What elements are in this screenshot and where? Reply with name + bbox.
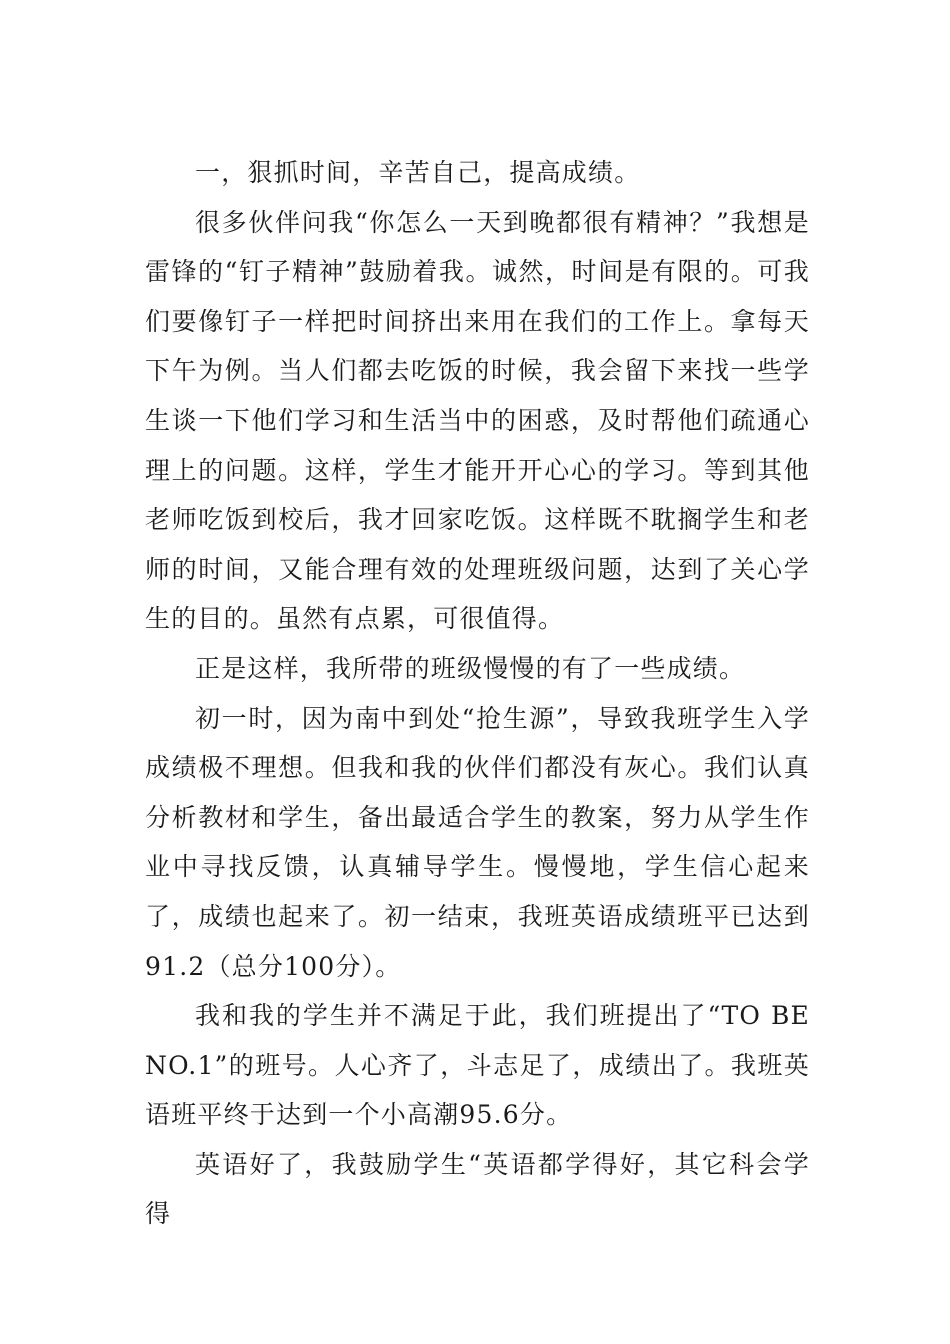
paragraph: 我和我的学生并不满足于此，我们班提出了“TO BE NO.1”的班号。人心齐了，斗志足了，成绩出了。我班英语班平终于达到一个小高潮95.6分。 — [145, 1001, 810, 1130]
paragraph: 正是这样，我所带的班级慢慢的有了一些成绩。 — [195, 653, 746, 683]
paragraph: 英语好了，我鼓励学生“英语都学得好，其它科会学得 — [145, 1149, 810, 1229]
paragraph-heading: 一，狠抓时间，辛苦自己，提高成绩。 — [195, 158, 641, 187]
paragraph: 很多伙伴问我“你怎么一天到晚都很有精神？”我想是雷锋的“钉子精神”鼓励着我。诚然，时间是有限的。可我们要像钉子一样把时间挤出来用在我们的工作上。拿每天下午为例。当人们都去吃饭的时候，我会留下来找一些学生谈一下他们学习和生活当中的困惑，及时帮他们疏通心理上的问题。这样，学生才能开开心心的学习。等到其他老师吃饭到校后，我才回家吃饭。这样既不耽搁学生和老师的时间，又能合理有效的处理班级问题，达到了关心学生的目的。虽然有点累，可很值得。 — [145, 207, 810, 634]
document-body — [145, 148, 810, 1239]
paragraph: 初一时，因为南中到处“抢生源”，导致我班学生入学成绩极不理想。但我和我的伙伴们都没有灰心。我们认真分析教材和学生，备出最适合学生的教案，努力从学生作业中寻找反馈，认真辅导学生。慢慢地，学生信心起来了，成绩也起来了。初一结束，我班英语成绩班平已达到91.2（总分100分）。 — [145, 703, 810, 981]
